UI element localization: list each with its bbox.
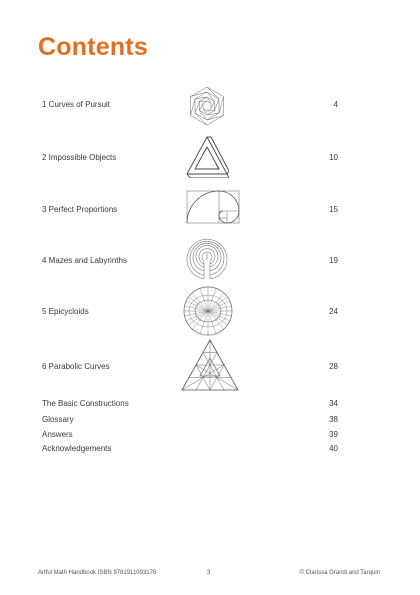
toc-entry-page: 24 <box>329 307 338 316</box>
parabolic-triangle-icon <box>180 338 240 392</box>
toc-entry-label[interactable]: Glossary <box>42 415 74 424</box>
page-title: Contents <box>38 33 148 61</box>
toc-entry-label[interactable]: 6 Parabolic Curves <box>42 362 110 371</box>
toc-entry-label[interactable]: 3 Perfect Proportions <box>42 205 118 214</box>
toc-entry-page: 4 <box>333 100 338 109</box>
toc-entry-label[interactable]: Acknowledgements <box>42 444 112 453</box>
impossible-triangle-icon <box>185 134 229 178</box>
footer-copyright: © Clarissa Grandi and Tarquin <box>299 570 380 576</box>
footer-page-number: 3 <box>207 570 211 576</box>
toc-entry-page: 40 <box>329 444 338 453</box>
toc-entry-page: 19 <box>329 256 338 265</box>
toc-entry-label[interactable]: Answers <box>42 430 73 439</box>
footer-publication-info: Artful Math Handbook ISBN 9781911093176 <box>38 570 157 576</box>
toc-entry-page: 15 <box>329 205 338 214</box>
toc-entry-page: 39 <box>329 430 338 439</box>
epicycloid-icon <box>183 286 233 336</box>
golden-spiral-icon <box>186 190 240 224</box>
toc-entry-page: 28 <box>329 362 338 371</box>
toc-entry-page: 38 <box>329 415 338 424</box>
hexagon-pursuit-icon <box>186 85 228 127</box>
labyrinth-icon <box>185 236 229 280</box>
toc-entry-label[interactable]: 2 Impossible Objects <box>42 153 117 162</box>
toc-entry-label[interactable]: 1 Curves of Pursuit <box>42 100 111 109</box>
toc-entry-page: 10 <box>329 153 338 162</box>
toc-entry-page: 34 <box>329 399 338 408</box>
toc-entry-label[interactable]: 4 Mazes and Labyrinths <box>42 256 127 265</box>
toc-entry-label[interactable]: 5 Epicycloids <box>42 307 89 316</box>
toc-entry-label[interactable]: The Basic Constructions <box>42 399 129 408</box>
